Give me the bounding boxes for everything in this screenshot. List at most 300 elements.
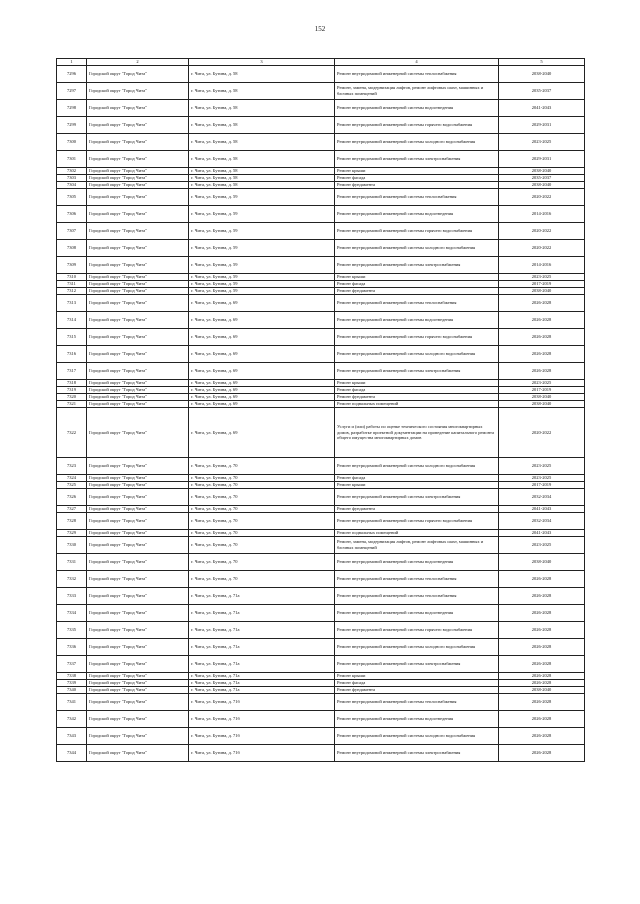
work-type-cell: Ремонт внутридомовой инженерной системы электроснабжения	[335, 151, 499, 168]
row-number-cell: 7305	[57, 189, 87, 206]
table-row	[57, 588, 585, 605]
row-number-cell: 7337	[57, 656, 87, 673]
municipality-cell: Городской округ "Город Чита"	[87, 394, 189, 401]
address-cell: г. Чита, ул. Бутина, д. 70	[189, 554, 335, 571]
work-type-cell: Ремонт внутридомовой инженерной системы холодного водоснабжения	[335, 346, 499, 363]
table-row	[57, 394, 585, 401]
table-row	[57, 506, 585, 513]
table-row	[57, 408, 585, 458]
row-number-cell: 7340	[57, 687, 87, 694]
period-cell: 2014-2016	[499, 206, 585, 223]
period-cell: 2029-2031	[499, 151, 585, 168]
table-row	[57, 312, 585, 329]
period-cell: 2038-2040	[499, 554, 585, 571]
table-row	[57, 694, 585, 711]
municipality-cell: Городской округ "Город Чита"	[87, 639, 189, 656]
period-cell: 2035-2037	[499, 83, 585, 100]
column-number-row	[57, 59, 585, 66]
period-cell: 2026-2028	[499, 694, 585, 711]
municipality-cell: Городской округ "Город Чита"	[87, 312, 189, 329]
table-row	[57, 175, 585, 182]
address-cell: г. Чита, ул. Бутина, д. 69	[189, 295, 335, 312]
work-type-cell: Ремонт фундамента	[335, 687, 499, 694]
address-cell: г. Чита, ул. Бутина, д. 69	[189, 346, 335, 363]
municipality-cell: Городской округ "Город Чита"	[87, 182, 189, 189]
work-type-cell: Ремонт внутридомовой инженерной системы теплоснабжения	[335, 694, 499, 711]
address-cell: г. Чита, ул. Бутина, д. 71а	[189, 656, 335, 673]
address-cell: г. Чита, ул. Бутина, д. 58	[189, 100, 335, 117]
row-number-cell: 7341	[57, 694, 87, 711]
work-type-cell: Ремонт фундамента	[335, 182, 499, 189]
period-cell: 2026-2028	[499, 639, 585, 656]
row-number-cell: 7330	[57, 537, 87, 554]
municipality-cell: Городской округ "Город Чита"	[87, 175, 189, 182]
table-row	[57, 687, 585, 694]
table-row	[57, 728, 585, 745]
row-number-cell: 7297	[57, 83, 87, 100]
address-cell: г. Чита, ул. Бутина, д. 69	[189, 363, 335, 380]
period-cell: 2017-2019	[499, 482, 585, 489]
address-cell: г. Чита, ул. Бутина, д. 59	[189, 288, 335, 295]
work-type-cell: Ремонт внутридомовой инженерной системы теплоснабжения	[335, 571, 499, 588]
table-row	[57, 117, 585, 134]
municipality-cell: Городской округ "Город Чита"	[87, 588, 189, 605]
municipality-cell: Городской округ "Город Чита"	[87, 281, 189, 288]
period-cell: 2026-2028	[499, 312, 585, 329]
municipality-cell: Городской округ "Город Чита"	[87, 745, 189, 762]
address-cell: г. Чита, ул. Бутина, д. 71б	[189, 728, 335, 745]
table-row	[57, 189, 585, 206]
period-cell: 2026-2028	[499, 295, 585, 312]
work-type-cell: Ремонт внутридомовой инженерной системы электроснабжения	[335, 745, 499, 762]
address-cell: г. Чита, ул. Бутина, д. 71а	[189, 622, 335, 639]
address-cell: г. Чита, ул. Бутина, д. 71а	[189, 673, 335, 680]
table-row	[57, 223, 585, 240]
row-number-cell: 7327	[57, 506, 87, 513]
work-type-cell: Ремонт внутридомовой инженерной системы водоотведения	[335, 554, 499, 571]
municipality-cell: Городской округ "Город Чита"	[87, 694, 189, 711]
row-number-cell: 7296	[57, 66, 87, 83]
period-cell: 2023-2025	[499, 134, 585, 151]
period-cell: 2026-2028	[499, 745, 585, 762]
column-number-4: 4	[335, 59, 499, 66]
table-row	[57, 513, 585, 530]
period-cell: 2041-2043	[499, 506, 585, 513]
work-type-cell: Ремонт внутридомовой инженерной системы электроснабжения	[335, 489, 499, 506]
table-row	[57, 711, 585, 728]
address-cell: г. Чита, ул. Бутина, д. 69	[189, 380, 335, 387]
row-number-cell: 7323	[57, 458, 87, 475]
municipality-cell: Городской округ "Город Чита"	[87, 408, 189, 458]
row-number-cell: 7335	[57, 622, 87, 639]
municipality-cell: Городской округ "Город Чита"	[87, 687, 189, 694]
row-number-cell: 7300	[57, 134, 87, 151]
address-cell: г. Чита, ул. Бутина, д. 70	[189, 537, 335, 554]
municipality-cell: Городской округ "Город Чита"	[87, 83, 189, 100]
row-number-cell: 7319	[57, 387, 87, 394]
row-number-cell: 7321	[57, 401, 87, 408]
period-cell: 2035-2037	[499, 175, 585, 182]
row-number-cell: 7299	[57, 117, 87, 134]
municipality-cell: Городской округ "Город Чита"	[87, 380, 189, 387]
address-cell: г. Чита, ул. Бутина, д. 70	[189, 571, 335, 588]
municipality-cell: Городской округ "Город Чита"	[87, 387, 189, 394]
address-cell: г. Чита, ул. Бутина, д. 59	[189, 240, 335, 257]
municipality-cell: Городской округ "Город Чита"	[87, 482, 189, 489]
period-cell: 2038-2040	[499, 687, 585, 694]
work-type-cell: Ремонт внутридомовой инженерной системы холодного водоснабжения	[335, 458, 499, 475]
table-row	[57, 151, 585, 168]
work-type-cell: Ремонт подвальных помещений	[335, 401, 499, 408]
row-number-cell: 7313	[57, 295, 87, 312]
municipality-cell: Городской округ "Город Чита"	[87, 537, 189, 554]
period-cell: 2041-2043	[499, 100, 585, 117]
municipality-cell: Городской округ "Город Чита"	[87, 288, 189, 295]
work-type-cell: Ремонт внутридомовой инженерной системы холодного водоснабжения	[335, 240, 499, 257]
municipality-cell: Городской округ "Город Чита"	[87, 363, 189, 380]
municipality-cell: Городской округ "Город Чита"	[87, 622, 189, 639]
address-cell: г. Чита, ул. Бутина, д. 58	[189, 117, 335, 134]
period-cell: 2026-2028	[499, 605, 585, 622]
table-row	[57, 605, 585, 622]
row-number-cell: 7306	[57, 206, 87, 223]
work-type-cell: Ремонт внутридомовой инженерной системы водоотведения	[335, 312, 499, 329]
table-row	[57, 380, 585, 387]
address-cell: г. Чита, ул. Бутина, д. 58	[189, 83, 335, 100]
municipality-cell: Городской округ "Город Чита"	[87, 728, 189, 745]
municipality-cell: Городской округ "Город Чита"	[87, 100, 189, 117]
municipality-cell: Городской округ "Город Чита"	[87, 571, 189, 588]
period-cell: 2041-2043	[499, 530, 585, 537]
address-cell: г. Чита, ул. Бутина, д. 71а	[189, 588, 335, 605]
municipality-cell: Городской округ "Город Чита"	[87, 274, 189, 281]
column-number-3: 3	[189, 59, 335, 66]
address-cell: г. Чита, ул. Бутина, д. 70	[189, 458, 335, 475]
address-cell: г. Чита, ул. Бутина, д. 70	[189, 482, 335, 489]
municipality-cell: Городской округ "Город Чита"	[87, 605, 189, 622]
municipality-cell: Городской округ "Город Чита"	[87, 206, 189, 223]
work-type-cell: Ремонт внутридомовой инженерной системы горячего водоснабжения	[335, 622, 499, 639]
work-type-cell: Ремонт крыши	[335, 380, 499, 387]
row-number-cell: 7318	[57, 380, 87, 387]
table-row	[57, 475, 585, 482]
page-number: 152	[314, 25, 326, 33]
address-cell: г. Чита, ул. Бутина, д. 69	[189, 394, 335, 401]
column-number-1: 1	[57, 59, 87, 66]
work-type-cell: Ремонт внутридомовой инженерной системы холодного водоснабжения	[335, 134, 499, 151]
municipality-cell: Городской округ "Город Чита"	[87, 240, 189, 257]
municipality-cell: Городской округ "Город Чита"	[87, 489, 189, 506]
table-row	[57, 639, 585, 656]
address-cell: г. Чита, ул. Бутина, д. 70	[189, 506, 335, 513]
municipality-cell: Городской округ "Город Чита"	[87, 257, 189, 274]
table-row	[57, 554, 585, 571]
table-row	[57, 656, 585, 673]
row-number-cell: 7324	[57, 475, 87, 482]
period-cell: 2026-2028	[499, 711, 585, 728]
table-row	[57, 257, 585, 274]
table-row	[57, 274, 585, 281]
period-cell: 2023-2025	[499, 274, 585, 281]
period-cell: 2026-2028	[499, 363, 585, 380]
table-row	[57, 288, 585, 295]
period-cell: 2032-2034	[499, 513, 585, 530]
address-cell: г. Чита, ул. Бутина, д. 71а	[189, 605, 335, 622]
municipality-cell: Городской округ "Город Чита"	[87, 475, 189, 482]
address-cell: г. Чита, ул. Бутина, д. 71б	[189, 711, 335, 728]
address-cell: г. Чита, ул. Бутина, д. 58	[189, 134, 335, 151]
row-number-cell: 7325	[57, 482, 87, 489]
address-cell: г. Чита, ул. Бутина, д. 58	[189, 66, 335, 83]
period-cell: 2038-2040	[499, 168, 585, 175]
table-row	[57, 329, 585, 346]
address-cell: г. Чита, ул. Бутина, д. 71а	[189, 687, 335, 694]
municipality-cell: Городской округ "Город Чита"	[87, 554, 189, 571]
address-cell: г. Чита, ул. Бутина, д. 69	[189, 401, 335, 408]
period-cell: 2020-2022	[499, 240, 585, 257]
table-body	[57, 59, 585, 762]
row-number-cell: 7311	[57, 281, 87, 288]
row-number-cell: 7304	[57, 182, 87, 189]
work-type-cell: Ремонт внутридомовой инженерной системы горячего водоснабжения	[335, 329, 499, 346]
table-row	[57, 401, 585, 408]
municipality-cell: Городской округ "Город Чита"	[87, 223, 189, 240]
period-cell: 2017-2019	[499, 387, 585, 394]
period-cell: 2020-2022	[499, 189, 585, 206]
table-row	[57, 571, 585, 588]
work-type-cell: Ремонт фасада	[335, 281, 499, 288]
address-cell: г. Чита, ул. Бутина, д. 70	[189, 475, 335, 482]
row-number-cell: 7307	[57, 223, 87, 240]
row-number-cell: 7331	[57, 554, 87, 571]
period-cell: 2023-2025	[499, 458, 585, 475]
work-type-cell: Ремонт внутридомовой инженерной системы теплоснабжения	[335, 588, 499, 605]
table-row	[57, 346, 585, 363]
row-number-cell: 7342	[57, 711, 87, 728]
column-number-2: 2	[87, 59, 189, 66]
work-type-cell: Ремонт внутридомовой инженерной системы электроснабжения	[335, 656, 499, 673]
municipality-cell: Городской округ "Город Чита"	[87, 656, 189, 673]
row-number-cell: 7315	[57, 329, 87, 346]
address-cell: г. Чита, ул. Бутина, д. 69	[189, 387, 335, 394]
period-cell: 2038-2040	[499, 182, 585, 189]
row-number-cell: 7301	[57, 151, 87, 168]
table-row	[57, 489, 585, 506]
work-type-cell: Ремонт фундамента	[335, 288, 499, 295]
address-cell: г. Чита, ул. Бутина, д. 71а	[189, 680, 335, 687]
period-cell: 2020-2022	[499, 223, 585, 240]
table-row	[57, 295, 585, 312]
row-number-cell: 7334	[57, 605, 87, 622]
address-cell: г. Чита, ул. Бутина, д. 71б	[189, 694, 335, 711]
table-row	[57, 745, 585, 762]
work-type-cell: Ремонт фундамента	[335, 394, 499, 401]
work-type-cell: Ремонт внутридомовой инженерной системы горячего водоснабжения	[335, 223, 499, 240]
period-cell: 2026-2028	[499, 329, 585, 346]
address-cell: г. Чита, ул. Бутина, д. 58	[189, 175, 335, 182]
work-type-cell: Ремонт крыши	[335, 168, 499, 175]
table-row	[57, 182, 585, 189]
municipality-cell: Городской округ "Город Чита"	[87, 168, 189, 175]
period-cell: 2038-2040	[499, 288, 585, 295]
row-number-cell: 7314	[57, 312, 87, 329]
work-type-cell: Ремонт внутридомовой инженерной системы водоотведения	[335, 100, 499, 117]
period-cell: 2026-2028	[499, 673, 585, 680]
row-number-cell: 7329	[57, 530, 87, 537]
work-type-cell: Ремонт, замена, модернизация лифтов, ремонт лифтовых шахт, машинных и блочных помещений	[335, 83, 499, 100]
work-type-cell: Ремонт внутридомовой инженерной системы холодного водоснабжения	[335, 728, 499, 745]
work-type-cell: Ремонт крыши	[335, 274, 499, 281]
municipality-cell: Городской округ "Город Чита"	[87, 346, 189, 363]
row-number-cell: 7302	[57, 168, 87, 175]
municipality-cell: Городской округ "Город Чита"	[87, 506, 189, 513]
period-cell: 2032-2034	[499, 489, 585, 506]
period-cell: 2026-2028	[499, 346, 585, 363]
work-type-cell: Услуги и (или) работы по оценке технического состояния многоквартирных домов, разработке проектной документации на проведение капитального ремонта общего имущества многоквартирных домов	[335, 408, 499, 458]
period-cell: 2038-2040	[499, 394, 585, 401]
municipality-cell: Городской округ "Город Чита"	[87, 295, 189, 312]
municipality-cell: Городской округ "Город Чита"	[87, 117, 189, 134]
table-row	[57, 680, 585, 687]
address-cell: г. Чита, ул. Бутина, д. 58	[189, 168, 335, 175]
table-row	[57, 168, 585, 175]
work-type-cell: Ремонт внутридомовой инженерной системы холодного водоснабжения	[335, 639, 499, 656]
period-cell: 2026-2028	[499, 571, 585, 588]
column-number-5: 5	[499, 59, 585, 66]
address-cell: г. Чита, ул. Бутина, д. 70	[189, 489, 335, 506]
address-cell: г. Чита, ул. Бутина, д. 69	[189, 312, 335, 329]
work-type-cell: Ремонт внутридомовой инженерной системы горячего водоснабжения	[335, 513, 499, 530]
period-cell: 2026-2028	[499, 656, 585, 673]
address-cell: г. Чита, ул. Бутина, д. 59	[189, 223, 335, 240]
work-type-cell: Ремонт фундамента	[335, 506, 499, 513]
row-number-cell: 7333	[57, 588, 87, 605]
work-type-cell: Ремонт, замена, модернизация лифтов, ремонт лифтовых шахт, машинных и блочных помещений	[335, 537, 499, 554]
row-number-cell: 7344	[57, 745, 87, 762]
period-cell: 2023-2025	[499, 537, 585, 554]
table-row	[57, 240, 585, 257]
work-type-cell: Ремонт фасада	[335, 175, 499, 182]
row-number-cell: 7326	[57, 489, 87, 506]
period-cell: 2023-2025	[499, 380, 585, 387]
municipality-cell: Городской округ "Город Чита"	[87, 151, 189, 168]
table-row	[57, 537, 585, 554]
address-cell: г. Чита, ул. Бутина, д. 69	[189, 408, 335, 458]
work-type-cell: Ремонт фасада	[335, 680, 499, 687]
period-cell: 2026-2028	[499, 680, 585, 687]
row-number-cell: 7320	[57, 394, 87, 401]
row-number-cell: 7308	[57, 240, 87, 257]
work-type-cell: Ремонт внутридомовой инженерной системы водоотведения	[335, 711, 499, 728]
municipality-cell: Городской округ "Город Чита"	[87, 673, 189, 680]
work-type-cell: Ремонт крыши	[335, 673, 499, 680]
table-row	[57, 622, 585, 639]
period-cell: 2029-2031	[499, 117, 585, 134]
municipality-cell: Городской округ "Город Чита"	[87, 680, 189, 687]
table-row	[57, 100, 585, 117]
municipality-cell: Городской округ "Город Чита"	[87, 134, 189, 151]
row-number-cell: 7343	[57, 728, 87, 745]
table-row	[57, 482, 585, 489]
row-number-cell: 7298	[57, 100, 87, 117]
table-row	[57, 530, 585, 537]
period-cell: 2026-2028	[499, 728, 585, 745]
address-cell: г. Чита, ул. Бутина, д. 69	[189, 329, 335, 346]
row-number-cell: 7309	[57, 257, 87, 274]
row-number-cell: 7303	[57, 175, 87, 182]
address-cell: г. Чита, ул. Бутина, д. 58	[189, 182, 335, 189]
table-row	[57, 387, 585, 394]
work-type-cell: Ремонт крыши	[335, 482, 499, 489]
address-cell: г. Чита, ул. Бутина, д. 59	[189, 274, 335, 281]
repair-schedule-table	[56, 58, 585, 762]
municipality-cell: Городской округ "Город Чита"	[87, 329, 189, 346]
address-cell: г. Чита, ул. Бутина, д. 58	[189, 151, 335, 168]
work-type-cell: Ремонт внутридомовой инженерной системы теплоснабжения	[335, 295, 499, 312]
table-row	[57, 363, 585, 380]
municipality-cell: Городской округ "Город Чита"	[87, 711, 189, 728]
work-type-cell: Ремонт внутридомовой инженерной системы электроснабжения	[335, 363, 499, 380]
row-number-cell: 7322	[57, 408, 87, 458]
row-number-cell: 7338	[57, 673, 87, 680]
period-cell: 2026-2028	[499, 588, 585, 605]
table-row	[57, 458, 585, 475]
table-row	[57, 134, 585, 151]
work-type-cell: Ремонт внутридомовой инженерной системы горячего водоснабжения	[335, 117, 499, 134]
row-number-cell: 7332	[57, 571, 87, 588]
municipality-cell: Городской округ "Город Чита"	[87, 401, 189, 408]
period-cell: 2017-2019	[499, 281, 585, 288]
work-type-cell: Ремонт подвальных помещений	[335, 530, 499, 537]
table-row	[57, 206, 585, 223]
municipality-cell: Городской округ "Город Чита"	[87, 458, 189, 475]
work-type-cell: Ремонт фасада	[335, 387, 499, 394]
row-number-cell: 7336	[57, 639, 87, 656]
municipality-cell: Городской округ "Город Чита"	[87, 66, 189, 83]
address-cell: г. Чита, ул. Бутина, д. 71а	[189, 639, 335, 656]
work-type-cell: Ремонт внутридомовой инженерной системы водоотведения	[335, 605, 499, 622]
period-cell: 2014-2016	[499, 257, 585, 274]
address-cell: г. Чита, ул. Бутина, д. 59	[189, 281, 335, 288]
work-type-cell: Ремонт внутридомовой инженерной системы водоотведения	[335, 206, 499, 223]
table-row	[57, 673, 585, 680]
period-cell: 2038-2040	[499, 66, 585, 83]
table-row	[57, 83, 585, 100]
address-cell: г. Чита, ул. Бутина, д. 70	[189, 513, 335, 530]
address-cell: г. Чита, ул. Бутина, д. 59	[189, 189, 335, 206]
work-type-cell: Ремонт внутридомовой инженерной системы электроснабжения	[335, 257, 499, 274]
period-cell: 2020-2022	[499, 408, 585, 458]
table-row	[57, 66, 585, 83]
municipality-cell: Городской округ "Город Чита"	[87, 189, 189, 206]
address-cell: г. Чита, ул. Бутина, д. 71б	[189, 745, 335, 762]
row-number-cell: 7310	[57, 274, 87, 281]
address-cell: г. Чита, ул. Бутина, д. 59	[189, 257, 335, 274]
period-cell: 2038-2040	[499, 401, 585, 408]
work-type-cell: Ремонт фасада	[335, 475, 499, 482]
table-row	[57, 281, 585, 288]
row-number-cell: 7312	[57, 288, 87, 295]
work-type-cell: Ремонт внутридомовой инженерной системы теплоснабжения	[335, 189, 499, 206]
period-cell: 2023-2025	[499, 475, 585, 482]
work-type-cell: Ремонт внутридомовой инженерной системы теплоснабжения	[335, 66, 499, 83]
row-number-cell: 7317	[57, 363, 87, 380]
municipality-cell: Городской округ "Город Чита"	[87, 530, 189, 537]
row-number-cell: 7328	[57, 513, 87, 530]
address-cell: г. Чита, ул. Бутина, д. 59	[189, 206, 335, 223]
address-cell: г. Чита, ул. Бутина, д. 70	[189, 530, 335, 537]
period-cell: 2026-2028	[499, 622, 585, 639]
